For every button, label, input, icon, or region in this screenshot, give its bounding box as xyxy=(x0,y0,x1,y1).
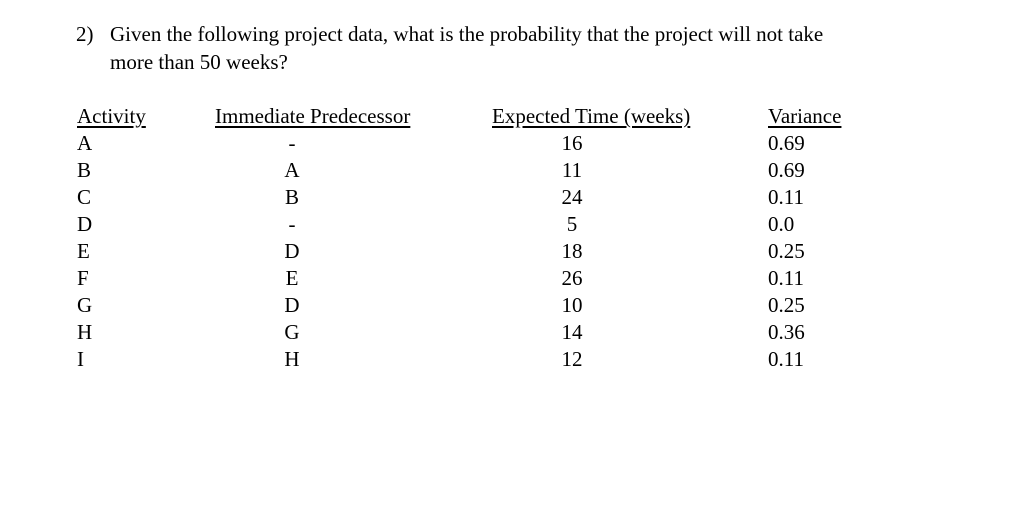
cell-activity: A xyxy=(77,131,93,155)
cell-variance: 0.25 xyxy=(768,293,805,317)
cell-expected-time: 14 xyxy=(561,320,583,344)
cell-variance: 0.25 xyxy=(768,239,805,263)
cell-activity: C xyxy=(77,185,92,209)
cell-predecessor: D xyxy=(284,293,300,317)
cell-expected-time: 10 xyxy=(561,293,583,317)
cell-variance: 0.69 xyxy=(768,158,805,182)
cell-expected-time: 12 xyxy=(561,347,583,371)
table-row xyxy=(0,157,1024,184)
cell-expected-time: 5 xyxy=(566,212,578,236)
question-line-2: more than 50 weeks? xyxy=(110,50,288,74)
cell-expected-time: 18 xyxy=(561,239,583,263)
cell-activity: E xyxy=(77,239,90,263)
question-number: 2) xyxy=(76,22,94,46)
cell-variance: 0.0 xyxy=(768,212,795,236)
cell-expected-time: 16 xyxy=(561,131,583,155)
table-row xyxy=(0,319,1024,346)
cell-predecessor: B xyxy=(284,185,299,209)
table-row xyxy=(0,184,1024,211)
table-row xyxy=(0,238,1024,265)
cell-activity: I xyxy=(77,347,84,371)
cell-variance: 0.69 xyxy=(768,131,805,155)
question-line-1: Given the following project data, what is the probability that the project will not take xyxy=(110,22,824,46)
cell-variance: 0.36 xyxy=(768,320,805,344)
table-body xyxy=(0,130,1024,373)
question-text xyxy=(110,20,950,76)
cell-variance: 0.11 xyxy=(768,347,804,371)
cell-activity: F xyxy=(77,266,89,290)
header-immediate-predecessor: Immediate Predecessor xyxy=(215,104,411,128)
cell-activity: G xyxy=(77,293,93,317)
cell-predecessor: H xyxy=(284,347,300,371)
table-row xyxy=(0,130,1024,157)
table-row xyxy=(0,265,1024,292)
table-row xyxy=(0,292,1024,319)
header-expected-time: Expected Time (weeks) xyxy=(492,104,691,128)
cell-activity: D xyxy=(77,212,93,236)
table-row xyxy=(0,211,1024,238)
cell-predecessor: A xyxy=(284,158,300,182)
cell-activity: B xyxy=(77,158,92,182)
table-row xyxy=(0,346,1024,373)
cell-predecessor: E xyxy=(285,266,299,290)
cell-expected-time: 26 xyxy=(561,266,583,290)
cell-predecessor: D xyxy=(284,239,300,263)
cell-expected-time: 11 xyxy=(561,158,583,182)
cell-predecessor: - xyxy=(288,212,296,236)
cell-predecessor: - xyxy=(288,131,296,155)
cell-activity: H xyxy=(77,320,93,344)
header-variance: Variance xyxy=(768,104,842,128)
header-activity: Activity xyxy=(77,104,146,128)
cell-predecessor: G xyxy=(284,320,300,344)
cell-variance: 0.11 xyxy=(768,266,804,290)
cell-variance: 0.11 xyxy=(768,185,804,209)
cell-expected-time: 24 xyxy=(561,185,583,209)
